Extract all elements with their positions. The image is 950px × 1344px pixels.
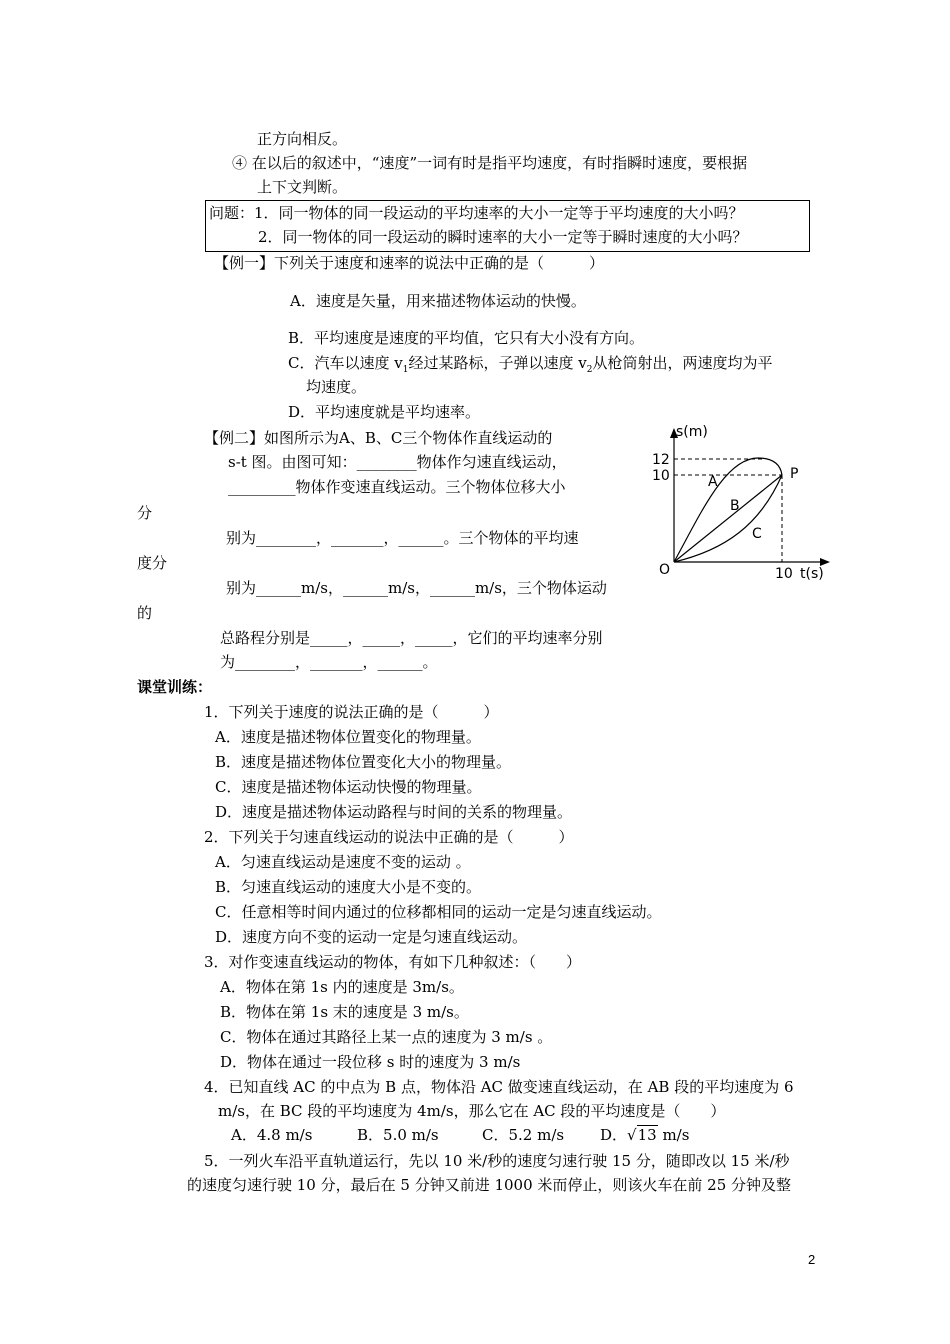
origin-label: O — [659, 562, 671, 578]
note-4-line-1: ④ 在以后的叙述中，“速度”一词有时是指平均速度，有时指瞬时速度，要根据 — [232, 154, 748, 172]
practice-1-option-b: B．速度是描述物体位置变化大小的物理量。 — [215, 753, 512, 771]
example-2-line-7: 别为______m/s，______m/s，______m/s，三个物体运动 — [226, 579, 607, 597]
practice-3-option-c: C．物体在通过其路径上某一点的速度为 3 m/s 。 — [220, 1028, 553, 1046]
practice-2-stem: 2．下列关于匀速直线运动的说法中正确的是（ ） — [204, 828, 574, 846]
y-tick-12: 12 — [652, 452, 670, 468]
practice-1-option-a: A．速度是描述物体位置变化的物理量。 — [215, 728, 481, 746]
practice-3-option-a: A．物体在第 1s 内的速度是 3m/s。 — [220, 978, 464, 996]
y-tick-10: 10 — [652, 468, 670, 484]
practice-1-stem: 1．下列关于速度的说法正确的是（ ） — [204, 703, 499, 721]
practice-3-stem: 3．对作变速直线运动的物体，有如下几种叙述：（ ） — [204, 953, 582, 971]
practice-2-option-d: D．速度方向不变的运动一定是匀速直线运动。 — [215, 928, 528, 946]
x-axis-label: t(s) — [800, 566, 824, 582]
example-2-line-6: 度分 — [137, 554, 168, 572]
note-4-line-2: 上下文判断。 — [257, 178, 348, 196]
practice-4-option-c: C．5.2 m/s — [482, 1126, 565, 1144]
box-question-1: 问题：1．同一物体的同一段运动的平均速率的大小一定等于平均速度的大小吗？ — [209, 204, 744, 222]
line-b — [674, 475, 782, 562]
practice-4-option-a: A．4.8 m/s — [231, 1126, 313, 1144]
intro-continuation: 正方向相反。 — [257, 130, 348, 148]
example-2-line-3: _________物体作变速直线运动。三个物体位移大小 — [228, 478, 566, 496]
example-2-line-2: s-t 图。由图可知：________物体作匀速直线运动， — [228, 453, 567, 471]
option-c-text-a: C．汽车以速度 v — [288, 354, 403, 372]
practice-4-option-d — [600, 1124, 689, 1146]
practice-5-line-1: 5．一列火车沿平直轨道运行，先以 10 米/秒的速度匀速行驶 15 分，随即改以 15 米/秒 — [204, 1152, 790, 1170]
point-p-label: P — [790, 466, 799, 482]
example-2-line-5: 别为________，_______，______。三个物体的平均速 — [226, 529, 579, 547]
option-d-unit: m/s — [657, 1126, 690, 1144]
practice-2-option-c: C．任意相等时间内通过的位移都相同的运动一定是匀速直线运动。 — [215, 903, 662, 921]
v1-subscript: 1 — [402, 365, 409, 375]
practice-2-option-a: A．匀速直线运动是速度不变的运动 。 — [215, 853, 471, 871]
line-b-label: B — [730, 498, 740, 514]
curve-c-label: C — [752, 526, 762, 542]
page-number: 2 — [808, 1252, 816, 1267]
example-2-line-1: 【例二】如图所示为A、B、C三个物体作直线运动的 — [204, 429, 553, 447]
sqrt-radicand: 13 — [637, 1126, 657, 1144]
sqrt-icon: √ — [627, 1126, 637, 1144]
example-2-line-10: 为________，_______，______。 — [220, 653, 438, 671]
option-d-prefix: D． — [600, 1126, 628, 1144]
y-axis-label: s(m) — [676, 424, 708, 440]
curve-a-label: A — [708, 474, 718, 490]
sqrt-expression — [627, 1124, 658, 1146]
example-2-line-8: 的 — [137, 604, 153, 622]
example-2-line-4: 分 — [137, 504, 153, 522]
example-1-option-d: D．平均速度就是平均速率。 — [288, 403, 481, 421]
v2-subscript: 2 — [586, 365, 593, 375]
practice-4-option-b: B．5.0 m/s — [357, 1126, 439, 1144]
practice-4-line-1: 4．已知直线 AC 的中点为 B 点，物体沿 AC 做变速直线运动，在 AB 段的平均速度为 6 — [204, 1078, 794, 1096]
example-1-option-b: B．平均速度是速度的平均值，它只有大小没有方向。 — [288, 329, 645, 347]
x-axis-arrow-icon — [820, 558, 830, 566]
practice-3-option-b: B．物体在第 1s 末的速度是 3 m/s。 — [220, 1003, 469, 1021]
practice-heading: 课堂训练： — [137, 678, 213, 696]
example-1-option-a: A．速度是矢量，用来描述物体运动的快慢。 — [290, 292, 586, 310]
option-c-text-b: 经过某路标，子弹以速度 v — [408, 354, 587, 372]
example-1-option-c-line-2: 均速度。 — [306, 378, 367, 396]
option-c-text-c: 从枪筒射出，两速度均为平 — [592, 354, 773, 372]
practice-4-line-2: m/s，在 BC 段的平均速度为 4m/s，那么它在 AC 段的平均速度是（ ） — [218, 1102, 726, 1120]
box-question-2: 2．同一物体的同一段运动的瞬时速率的大小一定等于瞬时速度的大小吗？ — [258, 228, 748, 246]
practice-1-option-c: C．速度是描述物体运动快慢的物理量。 — [215, 778, 482, 796]
curve-a — [674, 458, 782, 562]
practice-5-line-2: 的速度匀速行驶 10 分，最后在 5 分钟又前进 1000 米而停止，则该火车在前 25 分钟及整 — [187, 1176, 792, 1194]
practice-1-option-d: D．速度是描述物体运动路程与时间的关系的物理量。 — [215, 803, 573, 821]
example-2-line-9: 总路程分别是_____，_____，_____，它们的平均速率分别 — [220, 629, 603, 647]
practice-3-option-d: D．物体在通过一段位移 s 时的速度为 3 m/s — [220, 1053, 521, 1071]
practice-2-option-b: B．匀速直线运动的速度大小是不变的。 — [215, 878, 482, 896]
x-tick-10: 10 — [775, 566, 793, 582]
example-1-stem: 【例一】下列关于速度和速率的说法中正确的是（ ） — [214, 254, 605, 272]
s-t-graph — [650, 420, 835, 585]
